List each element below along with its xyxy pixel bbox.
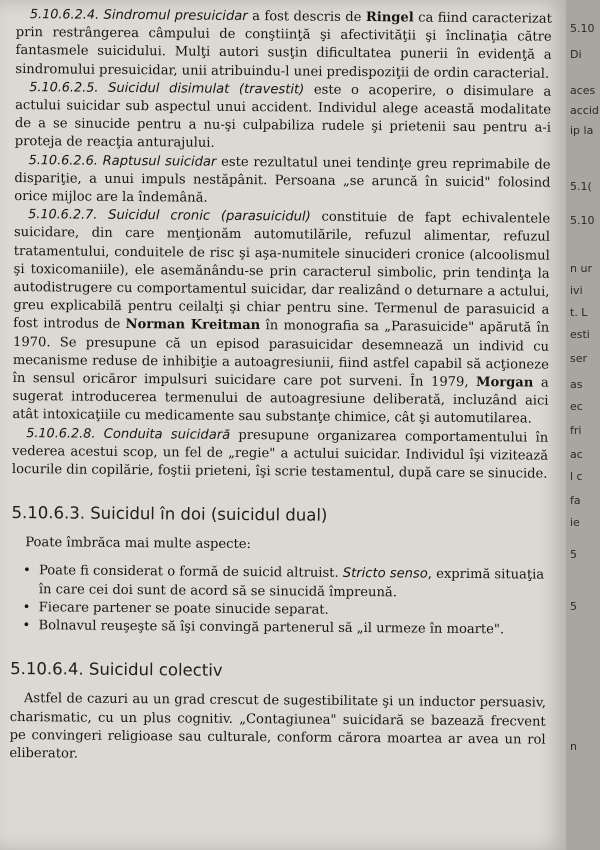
section-title: Sindromul presuicidar [103, 7, 248, 25]
intro-text: Poate îmbrăca mai multe aspecte: [25, 535, 252, 553]
paragraph-text: presupune organizarea comportamentului în vederea acestui scop, un fel de „regie" a actului suicidar. Individul îşi vizitează locurile din copilărie, foştii prieteni, îşi scrie testamentul, după care se sinucide. [11, 427, 549, 482]
side-fragment: accid [570, 104, 599, 117]
side-fragment: Di [570, 48, 582, 61]
bullet-marker: • [22, 618, 31, 634]
list-item-text: Poate fi considerat o formă de suicid altruist. [38, 563, 343, 582]
side-fragment: fri [570, 424, 582, 437]
side-fragment: ser [570, 352, 588, 365]
list-item-text: Fiecare partener se poate sinucide separat. [38, 600, 329, 618]
section-title: Suicidul cronic (parasuicidul) [108, 208, 311, 225]
side-fragment: ivi [570, 284, 583, 297]
paragraph-5-10-6-2-6 [14, 152, 550, 211]
side-fragment: l c [570, 470, 583, 483]
side-fragment: fa [570, 494, 581, 507]
bullet-marker: • [22, 563, 31, 579]
paragraph-5-10-6-2-5 [15, 79, 552, 156]
paragraph-5-10-6-4: Astfel de cazuri au un grad crescut de sugestibilitate şi un inductor persuasiv, charismatic, cu un plus cognitiv. „Contagiunea" suicidară se bazează frecvent pe convingeri religioase sau culturale, conform cărora moartea ar avea un rol eliberator. [9, 691, 546, 762]
side-fragment: ip la [570, 124, 594, 137]
section-title: Suicidul disimulat (travestit) [108, 80, 305, 98]
section-title: Raptusul suicidar [102, 153, 217, 170]
section-number: 5.10.6.2.7. [28, 207, 98, 223]
bullet-list [10, 562, 547, 639]
bullet-marker: • [22, 599, 31, 616]
side-fragment: 5.10 [570, 22, 595, 35]
section-number: 5.10.6.2.4. [29, 7, 100, 23]
list-item [11, 562, 547, 603]
paragraph-text: este o acoperire, o disimulare a actului suicidar sub aspectul unui accident. Individul alege această modalitate de a se sinucide pentru a nu-şi culpabiliza rudele şi prietenii sau pentru a-i proteja de reacţia anturajului. [14, 82, 552, 152]
paragraph-text: în monografia sa „Parasuicide" apărută în 1970. Se presupune că un episod parasuicidar desemnează un individ cu mecanisme reduse de inhibiţie a autoagresiunii, fiind astfel capabil să acţioneze în sensul oricăror impulsuri suicidare care pot surveni. În 1979, [12, 318, 550, 391]
adjacent-page-edge [566, 0, 600, 850]
side-fragment: n [570, 740, 577, 753]
section-number: 5.10.6.2.6. [28, 152, 98, 169]
side-fragment: n ur [570, 262, 592, 275]
latin-term: Stricto senso [342, 566, 428, 583]
side-fragment: 5.1( [570, 180, 592, 193]
author-name: Ringel [365, 10, 414, 26]
side-fragment: ec [570, 400, 583, 413]
section-title: Conduita suicidară [103, 426, 231, 443]
side-fragment: ac [570, 448, 583, 461]
paragraph-5-10-6-2-4 [15, 6, 552, 83]
paragraph-text: a fost descris de [247, 9, 366, 26]
side-fragment: 5.10 [570, 214, 595, 227]
heading-5-10-6-4: 5.10.6.4. Suicidul colectiv [10, 659, 223, 681]
section-number: 5.10.6.2.5. [29, 79, 99, 96]
side-fragment: ie [570, 516, 580, 529]
paragraph-text: constituie de fapt echivalentele suicidare, din care menţionăm automutilările, refuzul alimentar, refuzul tratamentului, conduitele de risc şi aşa-numitele sinucideri cronice (alcoolismul şi toxicomaniile), ele asemănându-se prin caracterul simbolic, prin tendinţa la autodistrugere cu comportamentul suicidar, dar realizând o deturnare a actului, greu explicabilă pentru ceilalţi şi chiar pentru sine. Termenul de parasuicid a fost introdus de [13, 209, 551, 333]
list-item-text: , exprimă situaţia în care cei doi sunt de acord să se sinucidă împreună. [38, 567, 545, 601]
paragraph-5-10-6-2-8 [12, 425, 548, 484]
section-number: 5.10.6.2.8. [26, 425, 96, 442]
side-fragment: 5 [570, 548, 577, 561]
author-name: Norman Kreitman [125, 317, 261, 334]
list-item-text: Bolnavul reuşeşte să îşi convingă partenerul să „il urmeze în moarte". [38, 618, 505, 638]
paragraph-5-10-6-2-7 [12, 206, 550, 429]
side-fragment: 5 [570, 600, 577, 613]
side-fragment: as [570, 378, 583, 391]
page-content [9, 2, 552, 768]
side-fragment: t. L [570, 306, 588, 319]
side-fragment: aces [570, 84, 596, 97]
heading-5-10-6-3: 5.10.6.3. Suicidul în doi (suicidul dual) [11, 503, 328, 526]
side-fragment: esti [570, 328, 590, 341]
list-item [10, 617, 546, 640]
paragraph-text: a sugerat introducerea termenului de autoagresiune deliberată, incluzând aici atât intoxicaţiile cu medicamente sau substanţe chimice, cât şi automutilarea. [12, 375, 549, 427]
paragraph-text: este rezultatul unei tendinţe greu reprimabile de dispariţie, a unui impuls nestăpânit. Persoana „se aruncă în suicid" folosind orice mijloc are la îndemână. [14, 154, 551, 206]
author-name: Morgan [475, 375, 534, 391]
paragraph-text: ca fiind caracterizat prin restrângerea câmpului de conştiinţă şi afectivităţii şi înclinaţia către fantasmele suicidului. Mulţi autori susţin dificultatea punerii în evidenţă a sindromului presuicidar, unii atribuindu-l unei predispoziţii de ordin caracterial. [15, 10, 552, 82]
